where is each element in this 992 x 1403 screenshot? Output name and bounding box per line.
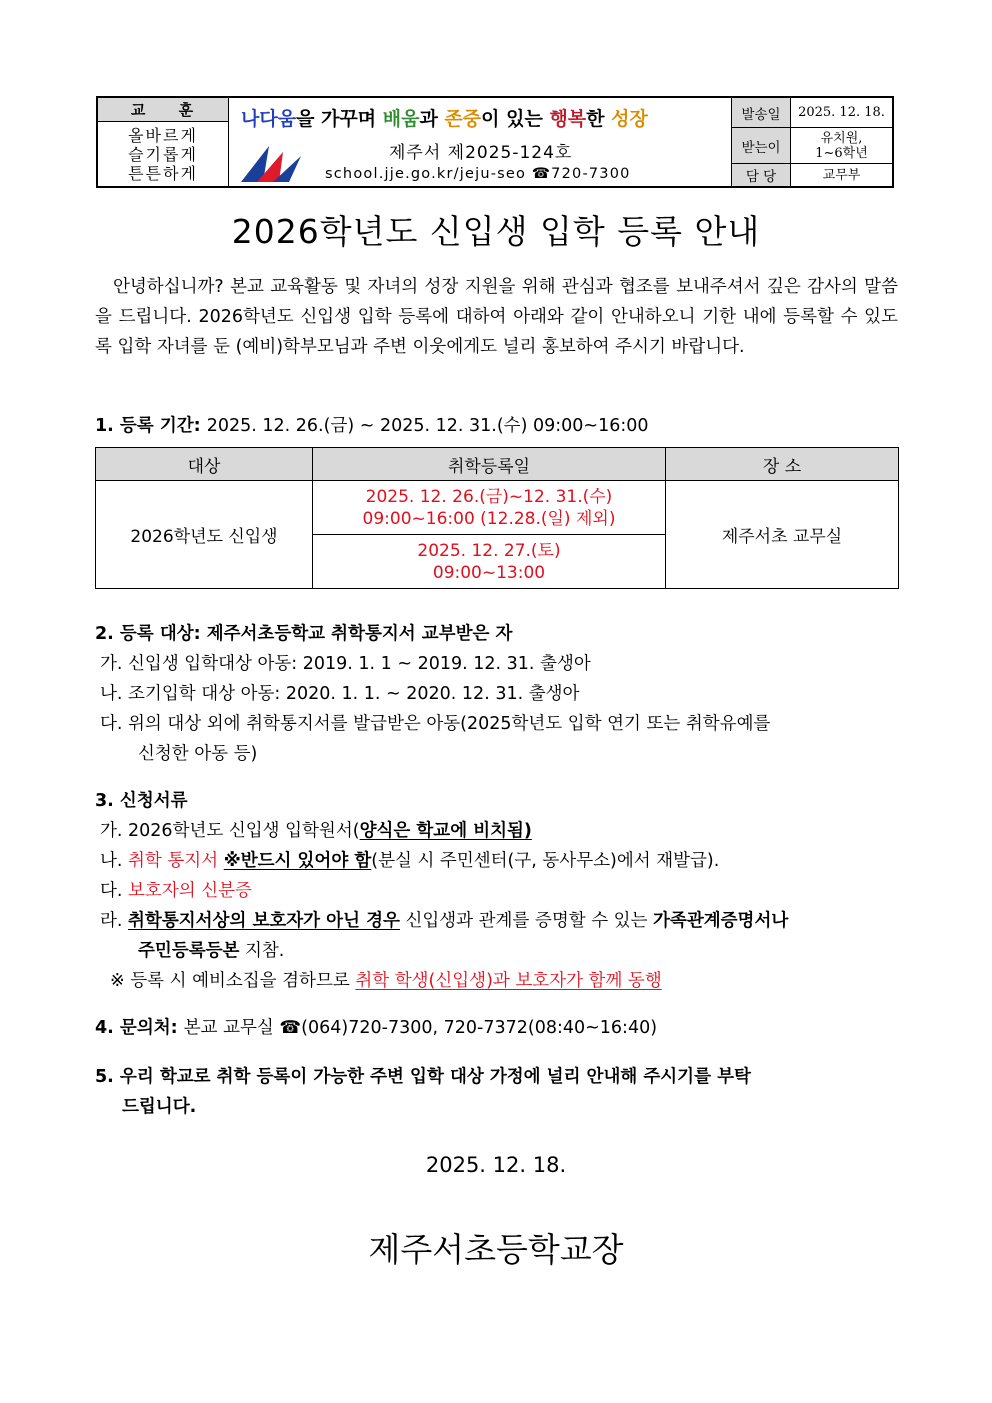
item-highlight: 보호자의 신분증 — [128, 881, 252, 901]
motto-line: 튼튼하게 — [128, 163, 198, 183]
slogan-word: 나다움 — [241, 108, 297, 130]
slogan-word: 성장 — [611, 108, 648, 130]
table-header: 대상 — [96, 448, 313, 481]
section-request-continued: 드립니다. — [122, 1097, 197, 1117]
document-title: 2026학년도 신입생 입학 등록 안내 — [231, 212, 761, 251]
slogan-word: 행복 — [549, 108, 587, 130]
slogan-word: 과 — [419, 108, 445, 130]
item-bold: 가족관계증명서나 — [653, 911, 789, 931]
meta-row-department — [732, 164, 892, 186]
motto-title: 교 훈 — [98, 98, 228, 122]
letterhead — [96, 96, 894, 188]
section-documents: 3. 신청서류 — [95, 791, 188, 811]
meta-key: 발송일 — [732, 98, 791, 127]
section-value: 2025. 12. 26.(금) ~ 2025. 12. 31.(수) 09:00~16:00 — [206, 416, 649, 436]
list-item — [100, 877, 252, 902]
section-label: 4. 문의처: — [95, 1018, 184, 1038]
document-meta — [732, 98, 892, 186]
slogan-word: 한 — [586, 108, 612, 130]
list-item-continued — [138, 937, 284, 962]
table-header: 취학등록일 — [313, 448, 666, 481]
date-line: 09:00~16:00 (12.28.(일) 제외) — [362, 508, 616, 529]
slogan-word: 존중 — [444, 108, 482, 130]
slogan-word: 이 있는 — [481, 108, 550, 130]
list-item — [100, 817, 532, 842]
document-date: 2025. 12. 18. — [425, 1153, 567, 1177]
meta-value: 유치원, 1~6학년 — [815, 130, 868, 161]
table-cell-target: 2026학년도 신입생 — [96, 481, 313, 589]
motto-line: 올바르게 — [128, 125, 198, 145]
item-text: 라. — [100, 911, 129, 931]
section-eligibility: 2. 등록 대상: 제주서초등학교 취학통지서 교부받은 자 — [95, 624, 513, 644]
table-cell-date — [313, 481, 666, 535]
school-logo-icon — [239, 142, 303, 184]
table-header: 장 소 — [666, 448, 899, 481]
section-value: 본교 교무실 ☎(064)720-7300, 720-7372(08:40~16:40) — [183, 1018, 658, 1038]
motto-line: 슬기롭게 — [128, 144, 198, 164]
item-text: 나. — [100, 851, 129, 871]
date-line: 2025. 12. 26.(금)~12. 31.(수) — [365, 486, 613, 507]
section-request: 5. 우리 학교로 취학 등록이 가능한 주변 입학 대상 가정에 널리 안내해 주시기를 부탁 — [95, 1067, 751, 1087]
meta-value: 2025. 12. 18. — [798, 105, 885, 120]
slogan-word: 을 가꾸며 — [296, 108, 383, 130]
item-text: (분실 시 주민센터(구, 동사무소)에서 재발급). — [371, 851, 720, 871]
school-slogan — [241, 104, 725, 131]
item-text: 다. — [100, 881, 129, 901]
school-contact: school.jje.go.kr/jeju-seo ☎720-7300 — [325, 166, 631, 182]
table-cell-place: 제주서초 교무실 — [666, 481, 899, 589]
list-item: 다. 위의 대상 외에 취학통지서를 발급받은 아동(2025학년도 입학 연기 또는 취학유예를 — [100, 714, 771, 734]
principal-signature: 제주서초등학교장 — [368, 1230, 624, 1269]
meta-row-recipient — [732, 128, 892, 164]
date-line: 09:00~13:00 — [432, 562, 546, 583]
meta-value: 교무부 — [822, 167, 861, 183]
item-highlight: 취학 통지서 — [128, 851, 219, 871]
table-cell-date — [313, 535, 666, 589]
school-motto — [98, 98, 229, 186]
section-label: 1. 등록 기간: — [95, 416, 207, 436]
item-text: 지참. — [239, 941, 285, 961]
item-emphasis: 양식은 학교에 비치됨) — [359, 821, 532, 841]
list-item: 가. 신입생 입학대상 아동: 2019. 1. 1 ~ 2019. 12. 31. 출생아 — [100, 654, 591, 674]
notice-note — [110, 967, 662, 992]
meta-row-send-date — [732, 98, 892, 128]
list-item-continued: 신청한 아동 등) — [138, 744, 258, 764]
list-item — [100, 907, 788, 932]
section-inquiry — [95, 1014, 657, 1039]
registration-table — [95, 447, 899, 589]
item-text: 가. 2026학년도 신입생 입학원서( — [100, 821, 360, 841]
section-registration-period — [95, 412, 649, 437]
meta-key: 담 당 — [732, 164, 791, 186]
list-item: 나. 조기입학 대상 아동: 2020. 1. 1. ~ 2020. 12. 31. 출생아 — [100, 684, 580, 704]
note-text: ※ 등록 시 예비소집을 겸하므로 — [110, 971, 356, 991]
item-bold: 주민등록등본 — [138, 941, 240, 961]
note-highlight: 취학 학생(신입생)과 보호자가 함께 동행 — [355, 971, 662, 991]
item-emphasis: 취학통지서상의 보호자가 아닌 경우 — [128, 911, 400, 931]
date-line: 2025. 12. 27.(토) — [417, 540, 561, 561]
letterhead-center — [229, 98, 732, 186]
document-number: 제주서 제2025-124호 — [389, 143, 573, 163]
item-text: 신입생과 관계를 증명할 수 있는 — [399, 911, 654, 931]
intro-paragraph: 안녕하십니까? 본교 교육활동 및 자녀의 성장 지원을 위해 관심과 협조를 보내주셔서 깊은 감사의 말씀을 드립니다. 2026학년도 신입생 입학 등록에 대하여 아래와 같이 안내하오니 기한 내에 등록할 수 있도록 입학 자녀를 둔 (예비)학부모님과 주변 이웃에게도 널리 홍보하여 주시기 바랍니다. — [95, 277, 898, 357]
item-emphasis: ※반드시 있어야 함 — [223, 851, 372, 871]
meta-key: 받는이 — [732, 128, 791, 163]
slogan-word: 배움 — [382, 108, 420, 130]
list-item — [100, 847, 719, 872]
